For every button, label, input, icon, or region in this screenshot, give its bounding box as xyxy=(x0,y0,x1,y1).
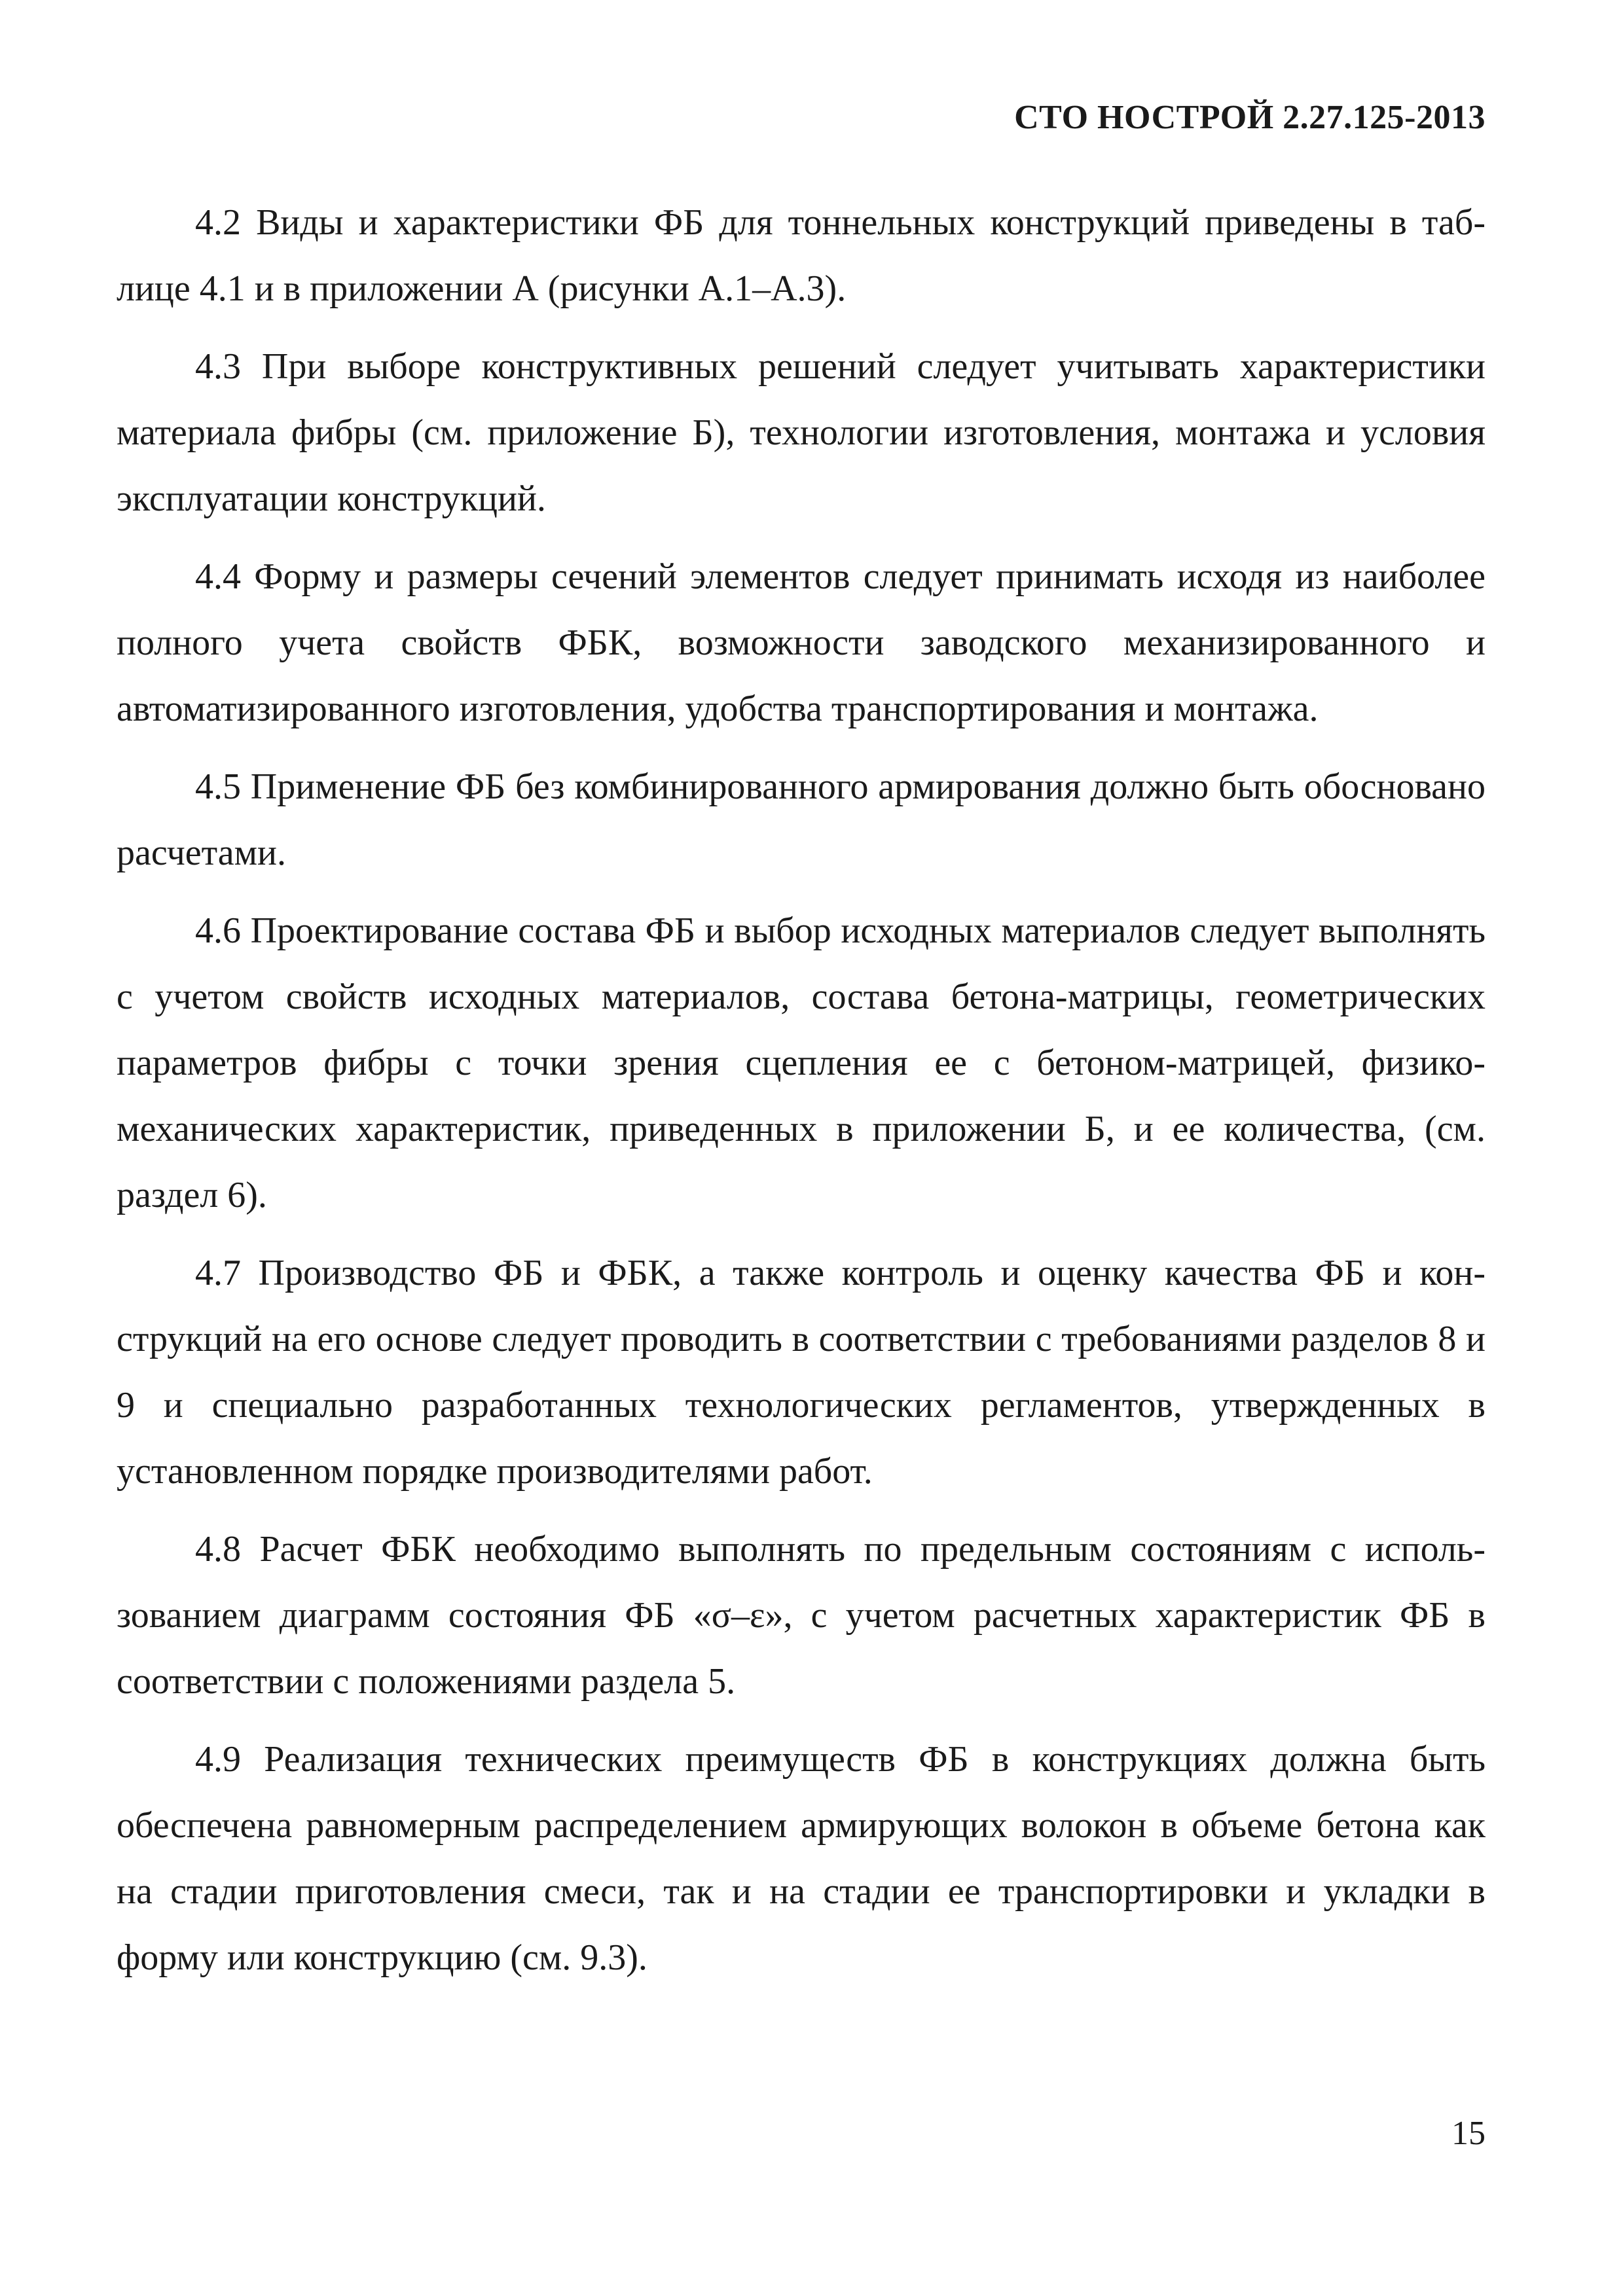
paragraph-4-6: 4.6 Проектирование состава ФБ и выбор исходных материалов следует выполнять с учетом свойств исходных материалов, состава бетона-матрицы, геометрических параметров фибры с точки зрения сцепления ее с бетоном-матрицей, физико-механических характеристик, приведенных в приложении Б, и ее количества, (см. раздел 6). xyxy=(117,910,1486,1215)
paragraph-4-2: 4.2 Виды и характеристики ФБ для тоннельных конструкций приведены в таблице 4.1 и в приложении А (рисунки А.1–А.3). xyxy=(117,202,1486,309)
body-text xyxy=(117,190,1486,2003)
paragraph-4-7: 4.7 Производство ФБ и ФБК, а также контроль и оценку качества ФБ и конструкций на его основе следует проводить в соответствии с требованиями разделов 8 и 9 и специально разработанных технологических регламентов, утвержденных в установленном порядке производителями работ. xyxy=(117,1253,1486,1492)
page-number: 15 xyxy=(1451,2115,1486,2152)
paragraph-4-5: 4.5 Применение ФБ без комбинированного армирования должно быть обосновано расчетами. xyxy=(117,766,1486,873)
paragraph-4-4: 4.4 Форму и размеры сечений элементов следует принимать исходя из наиболее полного учета свойств ФБК, возможности заводского механизированного и автоматизированного изготовления, удобства транспортирования и монтажа. xyxy=(117,556,1486,729)
document-id-header: СТО НОСТРОЙ 2.27.125-2013 xyxy=(1014,99,1486,136)
paragraph-4-3: 4.3 При выборе конструктивных решений следует учитывать характеристики материала фибры (см. приложение Б), технологии изготовления, монтажа и условия эксплуатации конструкций. xyxy=(117,346,1486,519)
paragraph-4-8: 4.8 Расчет ФБК необходимо выполнять по предельным состояниям с использованием диаграмм состояния ФБ «σ–ε», с учетом расчетных характеристик ФБ в соответствии с положениями раздела 5. xyxy=(117,1529,1486,1702)
paragraph-4-9: 4.9 Реализация технических преимуществ ФБ в конструкциях должна быть обеспечена равномерным распределением армирующих волокон в объеме бетона как на стадии приготовления смеси, так и на стадии ее транспортировки и укладки в форму или конструкцию (см. 9.3). xyxy=(117,1739,1486,1978)
